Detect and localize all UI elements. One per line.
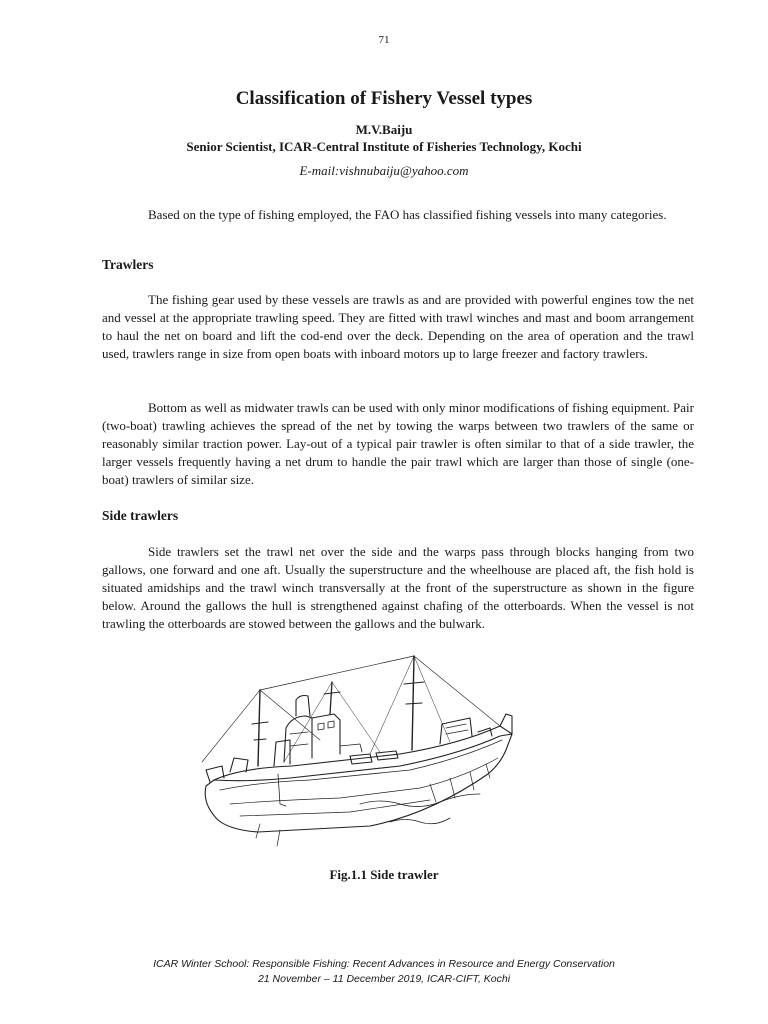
page-number: 71: [378, 34, 390, 46]
trawlers-paragraph-1-text: The fishing gear used by these vessels are trawls as and are provided with powerful engines tow the net and vessel at the appropriate trawling speed. They are fitted with trawl winches and mast and boom arrangement to haul the net on board and lift the cod-end over the deck. Depending on the area of operation and the trawl used, trawlers range in size from open boats with inboard motors up to large freezer and factory trawlers.: [102, 292, 694, 361]
author-affiliation: Senior Scientist, ICAR-Central Institute of Fisheries Technology, Kochi: [186, 139, 582, 154]
document-title: Classification of Fishery Vessel types: [235, 88, 533, 109]
footer-line-2: 21 November – 11 December 2019, ICAR-CIFT, Kochi: [257, 973, 511, 985]
section-heading-side-trawlers: Side trawlers: [102, 508, 179, 523]
footer-line-1: ICAR Winter School: Responsible Fishing: Recent Advances in Resource and Energy Conservation: [153, 958, 615, 970]
side-trawler-illustration: [200, 654, 520, 854]
intro-text: Based on the type of fishing employed, the FAO has classified fishing vessels into many categories.: [148, 207, 667, 222]
intro-paragraph: [102, 206, 694, 224]
side-trawlers-paragraph-text: Side trawlers set the trawl net over the side and the warps pass through blocks hanging from two gallows, one forward and one aft. Usually the superstructure and the wheelhouse are placed aft, the fish hold is situated amidships and the trawl winch transversally at the front of the superstructure as shown in the figure below. Around the gallows the hull is strengthened against chafing of the otterboards. When the vessel is not trawling the otterboards are stowed between the gallows and the bulwark.: [102, 544, 694, 631]
author-email: E-mail:vishnubaiju@yahoo.com: [299, 163, 469, 178]
trawlers-paragraph-2-text: Bottom as well as midwater trawls can be used with only minor modifications of fishing equipment. Pair (two-boat) trawling achieves the spread of the net by towing the warps between two trawlers of the same or reasonably similar traction power. Lay-out of a typical pair trawler is often similar to that of a side trawler, the larger vessels frequently having a net drum to handle the pair trawl which are larger than those of single (one-boat) trawlers of similar size.: [102, 400, 694, 487]
figure-caption: Fig.1.1 Side trawler: [329, 867, 439, 882]
trawlers-paragraph-2: [102, 399, 694, 489]
trawlers-paragraph-1: [102, 291, 694, 363]
author-name: M.V.Baiju: [355, 122, 413, 137]
side-trawlers-paragraph: [102, 543, 694, 633]
section-heading-trawlers: Trawlers: [102, 257, 154, 272]
